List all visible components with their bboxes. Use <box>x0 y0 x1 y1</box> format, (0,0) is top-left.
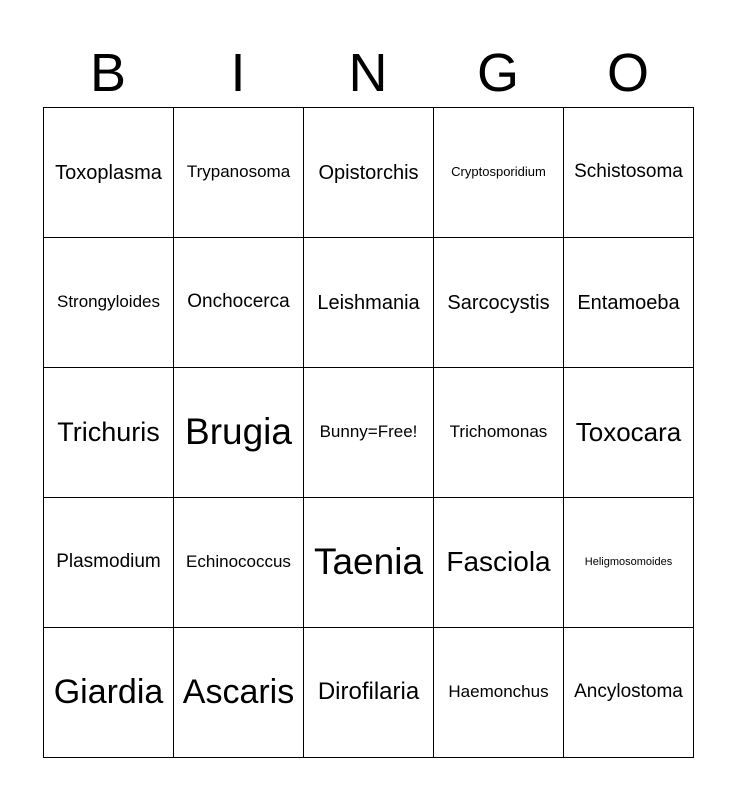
header-letter-n: N <box>348 43 388 103</box>
bingo-cell: Echinococcus <box>174 498 304 628</box>
bingo-cell: Sarcocystis <box>434 238 564 368</box>
bingo-cell: Schistosoma <box>564 108 694 238</box>
bingo-cell: Leishmania <box>304 238 434 368</box>
bingo-cell: Fasciola <box>434 498 564 628</box>
bingo-cell: Opistorchis <box>304 108 434 238</box>
bingo-cell: Onchocerca <box>174 238 304 368</box>
bingo-cell: Bunny=Free! <box>304 368 434 498</box>
bingo-cell: Taenia <box>304 498 434 628</box>
bingo-cell: Brugia <box>174 368 304 498</box>
header-letter-o: O <box>606 43 649 103</box>
bingo-cell: Plasmodium <box>44 498 174 628</box>
bingo-cell: Heligmosomoides <box>564 498 694 628</box>
bingo-header <box>43 40 693 106</box>
bingo-board <box>43 107 694 758</box>
bingo-cell: Strongyloides <box>44 238 174 368</box>
bingo-cell: Dirofilaria <box>304 628 434 758</box>
bingo-cell: Trypanosoma <box>174 108 304 238</box>
bingo-cell: Toxocara <box>564 368 694 498</box>
bingo-cell: Trichomonas <box>434 368 564 498</box>
bingo-cell: Cryptosporidium <box>434 108 564 238</box>
bingo-cell: Haemonchus <box>434 628 564 758</box>
bingo-cell: Toxoplasma <box>44 108 174 238</box>
bingo-cell: Ascaris <box>174 628 304 758</box>
bingo-cell: Ancylostoma <box>564 628 694 758</box>
bingo-cell: Trichuris <box>44 368 174 498</box>
header-letter-b: B <box>89 43 127 103</box>
bingo-cell: Entamoeba <box>564 238 694 368</box>
header-letter-g: G <box>476 43 519 103</box>
header-letter-i: I <box>230 43 246 103</box>
bingo-cell: Giardia <box>44 628 174 758</box>
